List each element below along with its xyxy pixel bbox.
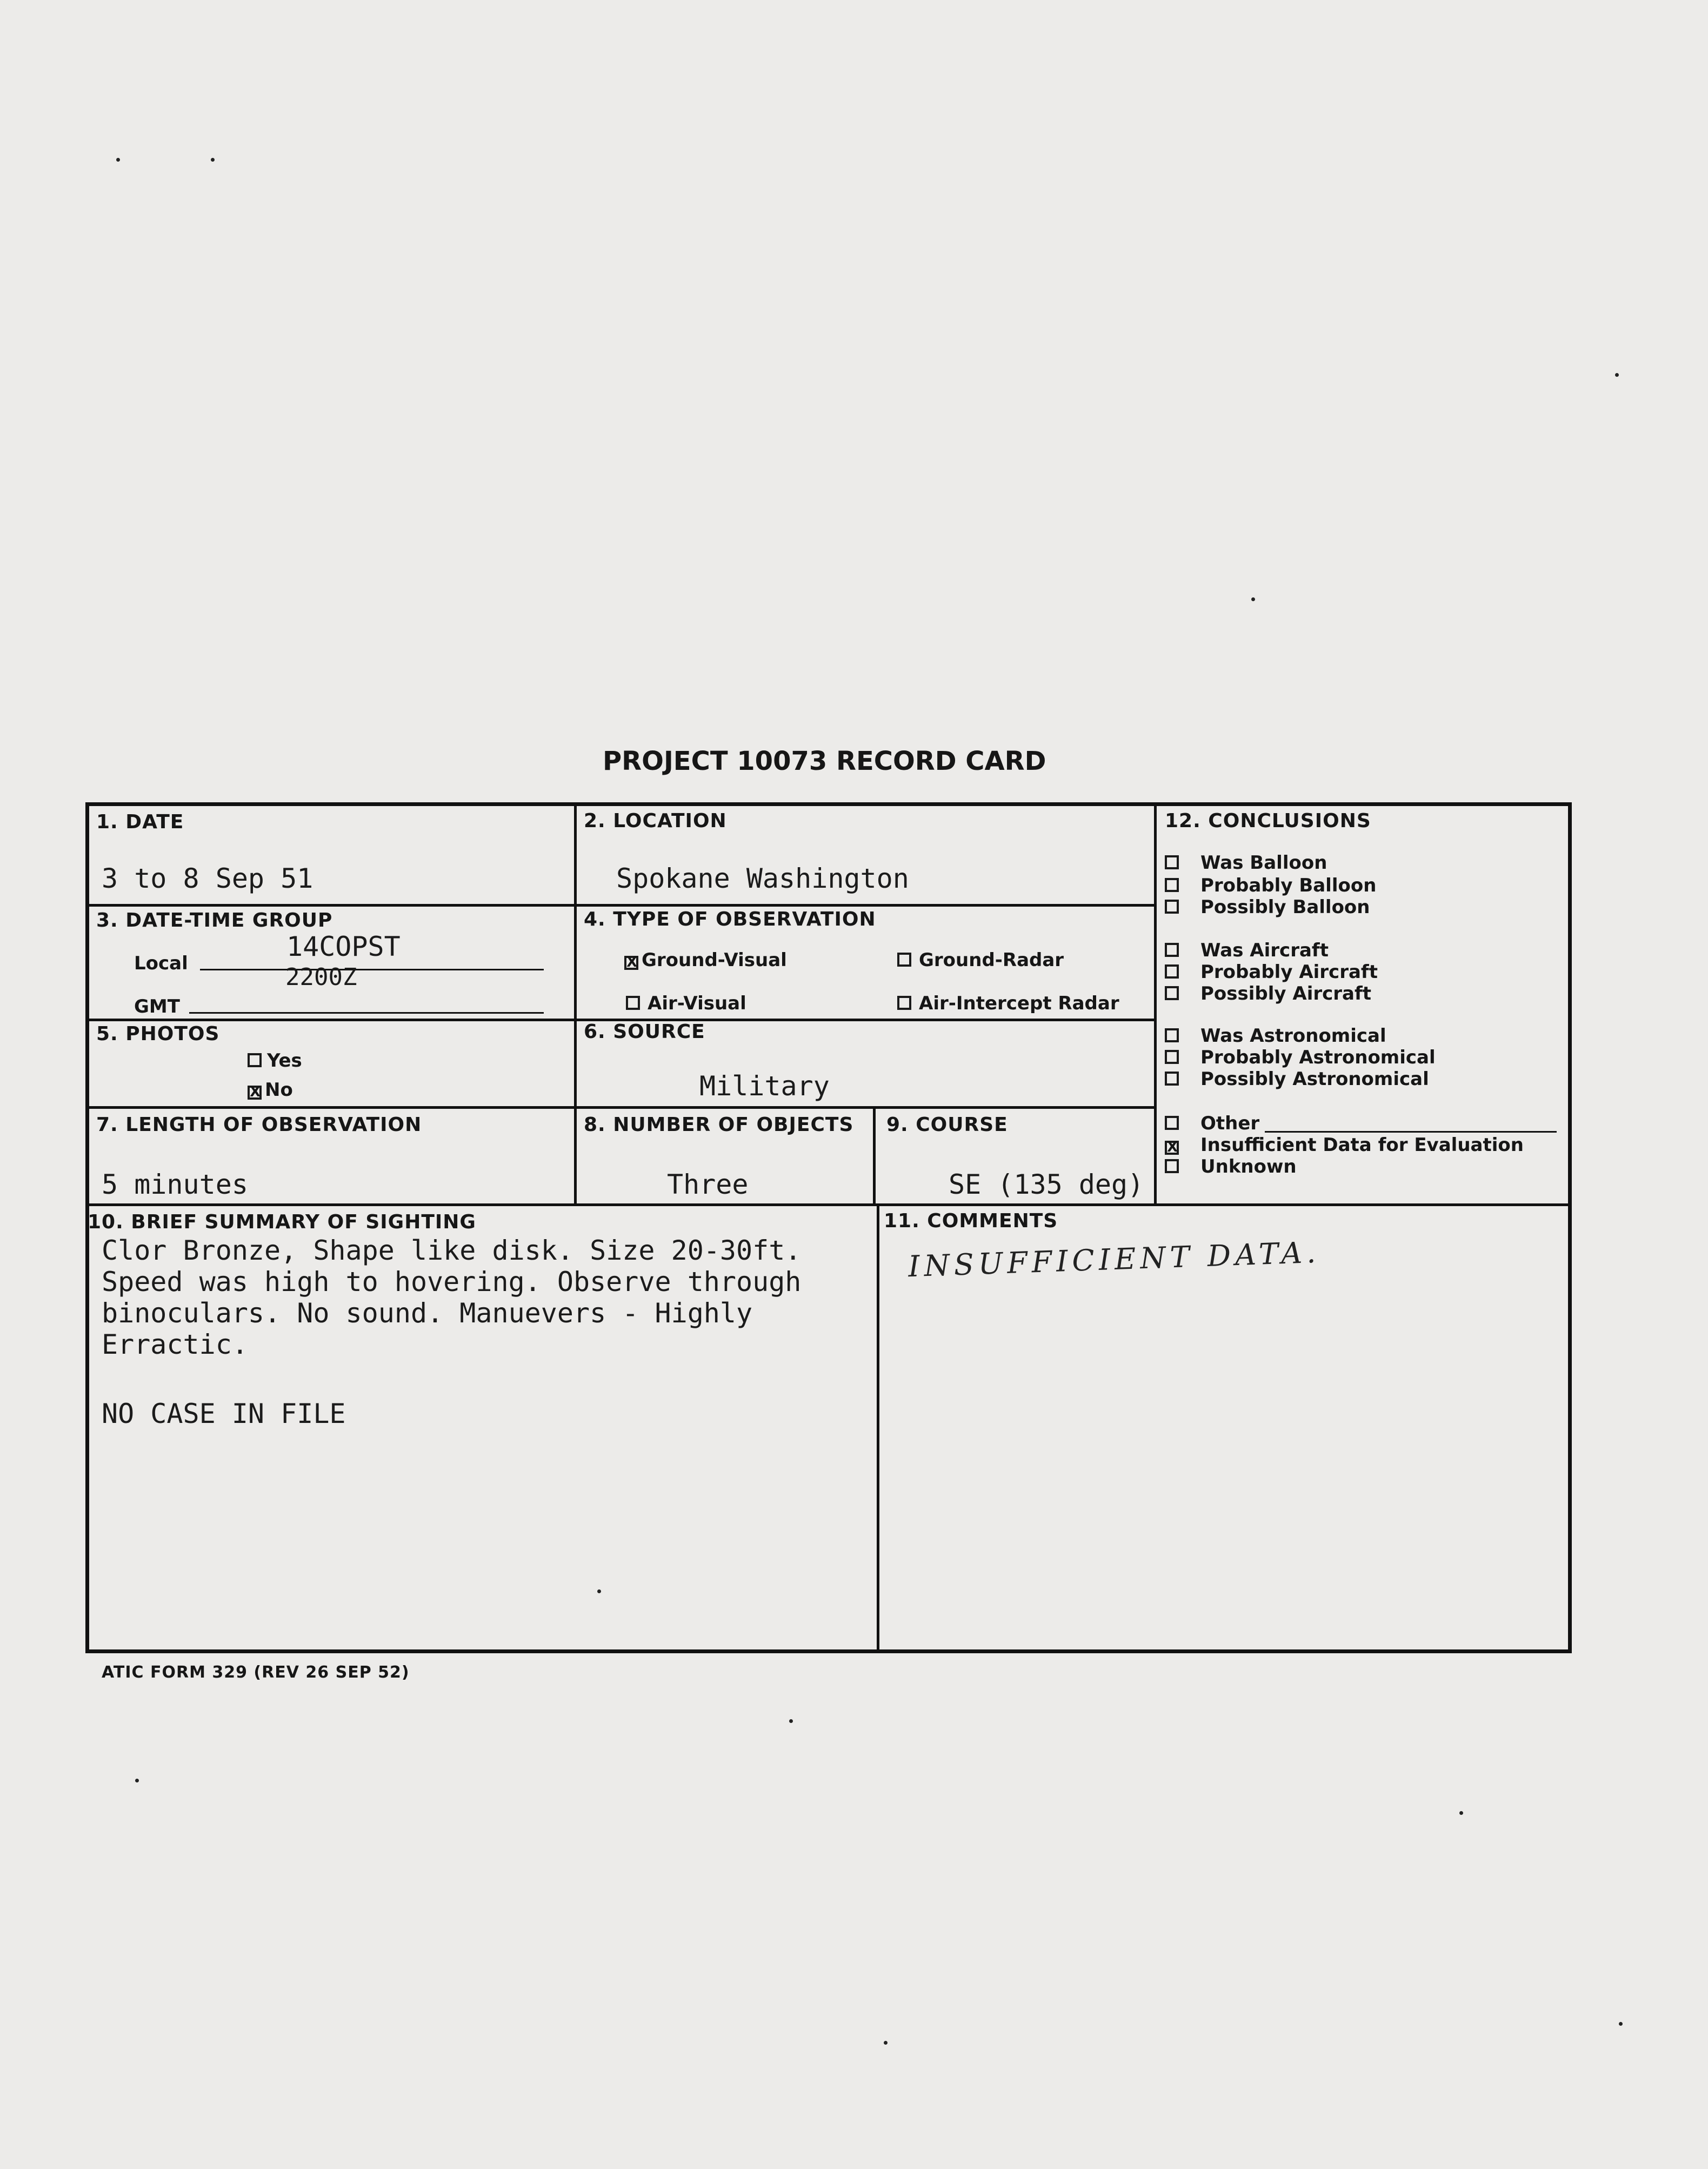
summary-label: 10. BRIEF SUMMARY OF SIGHTING — [88, 1211, 476, 1233]
date-value: 3 to 8 Sep 51 — [102, 863, 313, 894]
divider-row-3 — [85, 1106, 1156, 1109]
conclusion-insufficient-data — [1165, 1134, 1524, 1156]
checkbox — [1165, 1116, 1179, 1130]
checkbox — [626, 996, 640, 1010]
dtg-gmt-label: GMT — [134, 996, 180, 1017]
summary-line: Erractic. — [102, 1329, 248, 1360]
dtg-label: 3. DATE-TIME GROUP — [96, 909, 333, 932]
checkbox — [1165, 943, 1179, 957]
checkbox — [1165, 1159, 1179, 1173]
source-value: Military — [699, 1070, 830, 1102]
number-label: 8. NUMBER OF OBJECTS — [584, 1114, 854, 1136]
type-option-air-intercept-radar — [897, 993, 1119, 1014]
divider-summary-comments — [877, 1203, 879, 1653]
option-label: Air-Intercept Radar — [919, 993, 1119, 1014]
type-option-air-visual — [626, 993, 746, 1014]
conclusion-probably-aircraft — [1165, 961, 1378, 983]
conclusion-other — [1165, 1113, 1259, 1134]
dtg-local-value: 14COPST — [286, 931, 401, 962]
option-label: Other — [1200, 1113, 1260, 1134]
form-footer: ATIC FORM 329 (REV 26 SEP 52) — [102, 1663, 410, 1682]
checkbox: X — [1165, 1141, 1179, 1155]
checkbox — [1165, 1050, 1179, 1064]
photos-option-no — [248, 1079, 293, 1101]
option-label: Was Balloon — [1200, 852, 1327, 874]
conclusion-possibly-aircraft — [1165, 983, 1371, 1004]
summary-line: Clor Bronze, Shape like disk. Size 20-30ft. — [102, 1235, 802, 1266]
comments-label: 11. COMMENTS — [884, 1210, 1058, 1232]
conclusion-possibly-balloon — [1165, 896, 1370, 918]
option-label: Probably Astronomical — [1200, 1047, 1436, 1068]
other-line — [1265, 1131, 1557, 1133]
dtg-gmt-value: 2200Z — [285, 963, 357, 991]
page-title: PROJECT 10073 RECORD CARD — [603, 746, 1046, 776]
location-value: Spokane Washington — [616, 863, 909, 894]
source-label: 6. SOURCE — [584, 1021, 705, 1043]
checkbox — [1165, 878, 1179, 892]
conclusion-was-astronomical — [1165, 1025, 1386, 1047]
dtg-local-label: Local — [134, 953, 188, 974]
divider-col-left — [574, 802, 577, 1205]
option-label: No — [265, 1079, 293, 1101]
length-label: 7. LENGTH OF OBSERVATION — [96, 1114, 422, 1136]
checkbox — [1165, 1072, 1179, 1086]
divider-objects-course — [873, 1106, 876, 1205]
checkbox: X — [248, 1086, 262, 1100]
location-label: 2. LOCATION — [584, 810, 727, 832]
conclusions-label: 12. CONCLUSIONS — [1165, 810, 1371, 832]
option-label: Possibly Aircraft — [1200, 983, 1372, 1004]
scan-speck — [116, 158, 120, 162]
scan-speck — [1615, 373, 1619, 377]
conclusion-was-balloon — [1165, 852, 1327, 874]
type-option-ground-visual — [624, 949, 787, 971]
checkbox — [1165, 1028, 1179, 1042]
photos-label: 5. PHOTOS — [96, 1023, 220, 1045]
scan-speck — [135, 1779, 139, 1782]
scan-speck — [1619, 2022, 1623, 2026]
divider-col-right — [1154, 802, 1157, 1205]
checkbox — [1165, 986, 1179, 1000]
option-label: Ground-Visual — [642, 949, 787, 971]
scan-speck — [789, 1719, 793, 1723]
scan-speck — [884, 2041, 888, 2045]
conclusion-unknown — [1165, 1156, 1297, 1177]
photos-option-yes — [248, 1050, 302, 1072]
option-label: Was Astronomical — [1200, 1025, 1386, 1047]
checkbox: X — [624, 956, 638, 970]
checkbox — [248, 1053, 262, 1067]
comments-handwritten: INSUFFICIENT DATA. — [908, 1235, 1321, 1284]
divider-row-4 — [85, 1203, 1572, 1206]
option-label: Insufficient Data for Evaluation — [1200, 1134, 1524, 1156]
course-label: 9. COURSE — [886, 1114, 1008, 1136]
summary-line: Speed was high to hovering. Observe through — [102, 1266, 802, 1298]
checkbox — [897, 996, 911, 1010]
conclusion-was-aircraft — [1165, 940, 1329, 961]
scan-speck — [1251, 597, 1255, 601]
option-label: Ground-Radar — [919, 949, 1064, 971]
conclusion-possibly-astronomical — [1165, 1068, 1429, 1090]
summary-note: NO CASE IN FILE — [102, 1398, 346, 1429]
checkbox — [1165, 855, 1179, 869]
checkbox — [897, 953, 911, 967]
scan-speck — [211, 158, 215, 162]
divider-row-1 — [85, 904, 1156, 907]
scan-speck — [1459, 1811, 1463, 1815]
option-label: Air-Visual — [648, 993, 746, 1014]
option-label: Probably Balloon — [1200, 875, 1377, 896]
course-value: SE (135 deg) — [949, 1169, 1144, 1200]
option-label: Probably Aircraft — [1200, 961, 1378, 983]
date-label: 1. DATE — [96, 811, 184, 833]
option-label: Was Aircraft — [1200, 940, 1329, 961]
length-value: 5 minutes — [102, 1169, 248, 1200]
option-label: Possibly Balloon — [1200, 896, 1370, 918]
dtg-local-line — [200, 969, 544, 970]
type-label: 4. TYPE OF OBSERVATION — [584, 908, 876, 930]
option-label: Unknown — [1200, 1156, 1297, 1177]
checkbox — [1165, 964, 1179, 979]
summary-line: binoculars. No sound. Manuevers - Highly — [102, 1298, 753, 1329]
number-value: Three — [667, 1169, 749, 1200]
checkbox — [1165, 900, 1179, 914]
type-option-ground-radar — [897, 949, 1064, 971]
conclusion-probably-astronomical — [1165, 1047, 1436, 1068]
scan-speck — [597, 1589, 601, 1593]
dtg-gmt-line — [189, 1012, 544, 1014]
option-label: Possibly Astronomical — [1200, 1068, 1429, 1090]
option-label: Yes — [267, 1050, 302, 1072]
conclusion-probably-balloon — [1165, 875, 1376, 896]
